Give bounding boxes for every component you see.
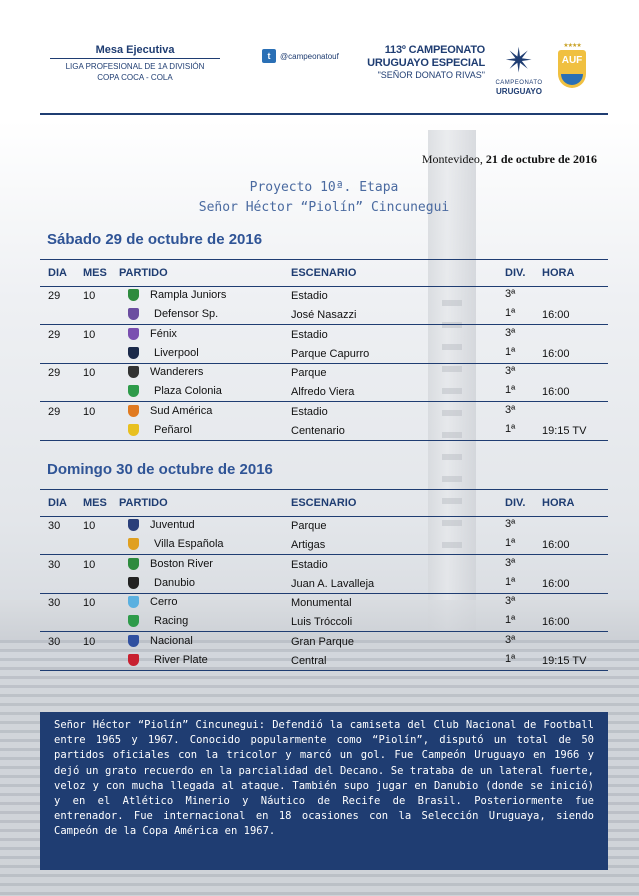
home-team: Fénix bbox=[150, 327, 177, 340]
col-div: DIV. bbox=[505, 497, 526, 509]
kickoff-time: 16:00 bbox=[542, 309, 570, 321]
away-team: Liverpool bbox=[154, 346, 199, 359]
home-team: Cerro bbox=[150, 596, 178, 608]
division-2: 1ª bbox=[505, 307, 516, 319]
home-team-crest-icon bbox=[128, 558, 139, 570]
away-team-crest-icon bbox=[128, 424, 139, 436]
match-row bbox=[40, 516, 608, 555]
campeonato-line3: "SEÑOR DONATO RIVAS" bbox=[377, 70, 485, 80]
home-team-crest-icon bbox=[128, 405, 139, 417]
away-team-crest-icon bbox=[128, 577, 139, 589]
bio-box bbox=[40, 712, 608, 870]
campeonato-line1: 113º CAMPEONATO bbox=[384, 44, 485, 56]
campeonato-uruguayo-logo bbox=[492, 44, 546, 100]
match-day: 29 bbox=[48, 328, 61, 341]
venue-line1: Monumental bbox=[291, 597, 352, 609]
division-1: 3ª bbox=[505, 288, 516, 300]
col-mes: MES bbox=[83, 267, 107, 279]
col-div: DIV. bbox=[505, 267, 526, 279]
match-row bbox=[40, 325, 608, 364]
division-1: 3ª bbox=[505, 326, 516, 339]
kickoff-time: 16:00 bbox=[542, 616, 570, 628]
proyecto-heading bbox=[40, 178, 608, 218]
home-team-crest-icon bbox=[128, 596, 139, 608]
division-1: 3ª bbox=[505, 556, 516, 569]
away-team: Peñarol bbox=[154, 423, 192, 436]
table-header-saturday bbox=[40, 259, 608, 287]
division-2: 1ª bbox=[505, 422, 516, 435]
liga-line2: COPA COCA - COLA bbox=[97, 73, 173, 82]
auf-stars: ★★★★ bbox=[563, 43, 581, 49]
away-team: Danubio bbox=[154, 576, 195, 589]
away-team: River Plate bbox=[154, 653, 208, 666]
col-mes: MES bbox=[83, 497, 107, 509]
col-partido: PARTIDO bbox=[119, 497, 168, 509]
match-day: 30 bbox=[48, 635, 61, 648]
match-row bbox=[40, 363, 608, 402]
venue-line2: Parque Capurro bbox=[291, 347, 370, 360]
away-team: Plaza Colonia bbox=[154, 385, 222, 397]
auf-shield-logo bbox=[554, 42, 590, 100]
venue-line2: Artigas bbox=[291, 539, 326, 551]
bio-text: Señor Héctor “Piolín” Cincunegui: Defendió la camiseta del Club Nacional de Football entre 1965 y 1967. Conocido popularmente como “Piolín”, disputó un total de 50 partidos oficiales con la tricolor y marcó un gol. Fue Campeón Uruguayo en 1966 y dejó un grato recuerdo en la parcialidad del Decano. Se trataba de un lateral fuerte, veloz y con mucha llegada al ataque. También supo jugar en Danubio (donde se inició) y en el Atlético Minerio y Náutico de Recife de Brasil. Posteriormente fue entrenador. Fue internacional en 18 ocasiones con la Selección Uruguaya, siendo Campeón de la Copa América en 1967. bbox=[54, 719, 594, 838]
col-dia: DIA bbox=[48, 497, 67, 509]
table-header-sunday bbox=[40, 489, 608, 517]
venue-line2: Centenario bbox=[291, 424, 345, 437]
division-2: 1ª bbox=[505, 652, 516, 665]
venue-line1: Parque bbox=[291, 367, 327, 379]
division-1: 3ª bbox=[505, 365, 516, 377]
away-team: Villa Española bbox=[154, 538, 224, 550]
col-partido: PARTIDO bbox=[119, 267, 168, 279]
match-month: 10 bbox=[83, 405, 96, 418]
mesa-divider bbox=[50, 58, 220, 59]
home-team: Juventud bbox=[150, 519, 195, 531]
match-row bbox=[40, 286, 608, 325]
away-team-crest-icon bbox=[128, 308, 139, 320]
division-2: 1ª bbox=[505, 384, 516, 396]
division-1: 3ª bbox=[505, 595, 516, 607]
kickoff-time: 19:15 TV bbox=[542, 424, 587, 437]
logo-text-top: CAMPEONATO bbox=[495, 80, 543, 86]
match-day: 30 bbox=[48, 520, 61, 532]
star-logo-icon: ✴ bbox=[504, 42, 534, 80]
match-row bbox=[40, 402, 608, 441]
mesa-ejecutiva-block bbox=[40, 44, 230, 83]
match-month: 10 bbox=[83, 597, 96, 609]
home-team-crest-icon bbox=[128, 635, 139, 647]
auf-shield-icon bbox=[558, 50, 586, 88]
division-2: 1ª bbox=[505, 575, 516, 588]
auf-letters: AUF bbox=[561, 55, 583, 66]
day-title-saturday: Sábado 29 de octubre de 2016 bbox=[47, 231, 263, 248]
match-month: 10 bbox=[83, 367, 96, 379]
division-1: 3ª bbox=[505, 518, 516, 530]
proyecto-line1: Proyecto 10ª. Etapa bbox=[249, 180, 399, 195]
division-1: 3ª bbox=[505, 403, 516, 416]
liga-line1: LIGA PROFESIONAL DE 1A DIVISIÓN bbox=[65, 62, 205, 71]
match-month: 10 bbox=[83, 558, 96, 571]
col-dia: DIA bbox=[48, 267, 67, 279]
kickoff-time: 16:00 bbox=[542, 347, 570, 360]
venue-line2: Alfredo Viera bbox=[291, 386, 355, 398]
match-day: 30 bbox=[48, 597, 61, 609]
date-line bbox=[300, 152, 597, 167]
venue-line2: José Nasazzi bbox=[291, 309, 357, 321]
home-team: Sud América bbox=[150, 404, 213, 417]
venue-line1: Estadio bbox=[291, 558, 328, 571]
match-month: 10 bbox=[83, 328, 96, 341]
venue-line1: Parque bbox=[291, 520, 327, 532]
campeonato-line2: URUGUAYO ESPECIAL bbox=[367, 57, 485, 69]
venue-line1: Gran Parque bbox=[291, 635, 354, 648]
kickoff-time: 19:15 TV bbox=[542, 654, 587, 667]
away-team-crest-icon bbox=[128, 347, 139, 359]
col-hora: HORA bbox=[542, 267, 575, 279]
col-escenario: ESCENARIO bbox=[291, 497, 357, 509]
home-team-crest-icon bbox=[128, 328, 139, 340]
match-month: 10 bbox=[83, 290, 96, 302]
away-team-crest-icon bbox=[128, 385, 139, 397]
venue-line1: Estadio bbox=[291, 328, 328, 341]
match-month: 10 bbox=[83, 520, 96, 532]
venue-line2: Central bbox=[291, 654, 327, 667]
kickoff-time: 16:00 bbox=[542, 577, 570, 590]
away-team: Defensor Sp. bbox=[154, 308, 219, 320]
home-team: Boston River bbox=[150, 557, 213, 570]
division-2: 1ª bbox=[505, 537, 516, 549]
logo-text-bottom: URUGUAYO bbox=[496, 87, 542, 96]
division-2: 1ª bbox=[505, 345, 516, 358]
match-day: 29 bbox=[48, 367, 61, 379]
venue-line1: Estadio bbox=[291, 290, 328, 302]
home-team-crest-icon bbox=[128, 519, 139, 531]
day-title-sunday: Domingo 30 de octubre de 2016 bbox=[47, 461, 273, 478]
venue-line1: Estadio bbox=[291, 405, 328, 418]
venue-line2: Luis Tróccoli bbox=[291, 616, 353, 628]
date-place: Montevideo, bbox=[421, 152, 483, 166]
twitter-icon: t bbox=[262, 49, 276, 63]
match-row bbox=[40, 632, 608, 671]
home-team-crest-icon bbox=[128, 289, 139, 301]
venue-line2: Juan A. Lavalleja bbox=[291, 577, 375, 590]
kickoff-time: 16:00 bbox=[542, 386, 570, 398]
match-month: 10 bbox=[83, 635, 96, 648]
match-row bbox=[40, 593, 608, 632]
match-row bbox=[40, 555, 608, 594]
away-team-crest-icon bbox=[128, 538, 139, 550]
date-value: 21 de octubre de 2016 bbox=[485, 152, 597, 166]
mesa-title: Mesa Ejecutiva bbox=[95, 44, 175, 56]
match-day: 30 bbox=[48, 558, 61, 571]
twitter-text: @campeonatouf bbox=[280, 51, 339, 61]
col-escenario: ESCENARIO bbox=[291, 267, 357, 279]
home-team-crest-icon bbox=[128, 366, 139, 378]
division-1: 3ª bbox=[505, 633, 516, 646]
away-team-crest-icon bbox=[128, 615, 139, 627]
match-day: 29 bbox=[48, 290, 61, 302]
division-2: 1ª bbox=[505, 614, 516, 626]
proyecto-line2: Señor Héctor “Piolín” Cincunegui bbox=[198, 200, 450, 215]
home-team: Wanderers bbox=[150, 366, 204, 378]
away-team: Racing bbox=[154, 615, 189, 627]
match-day: 29 bbox=[48, 405, 61, 418]
col-hora: HORA bbox=[542, 497, 575, 509]
away-team-crest-icon bbox=[128, 654, 139, 666]
twitter-handle[interactable] bbox=[262, 49, 339, 63]
home-team: Nacional bbox=[150, 634, 193, 647]
kickoff-time: 16:00 bbox=[542, 539, 570, 551]
campeonato-title bbox=[345, 44, 485, 81]
home-team: Rampla Juniors bbox=[150, 289, 227, 301]
header-divider bbox=[40, 113, 608, 115]
